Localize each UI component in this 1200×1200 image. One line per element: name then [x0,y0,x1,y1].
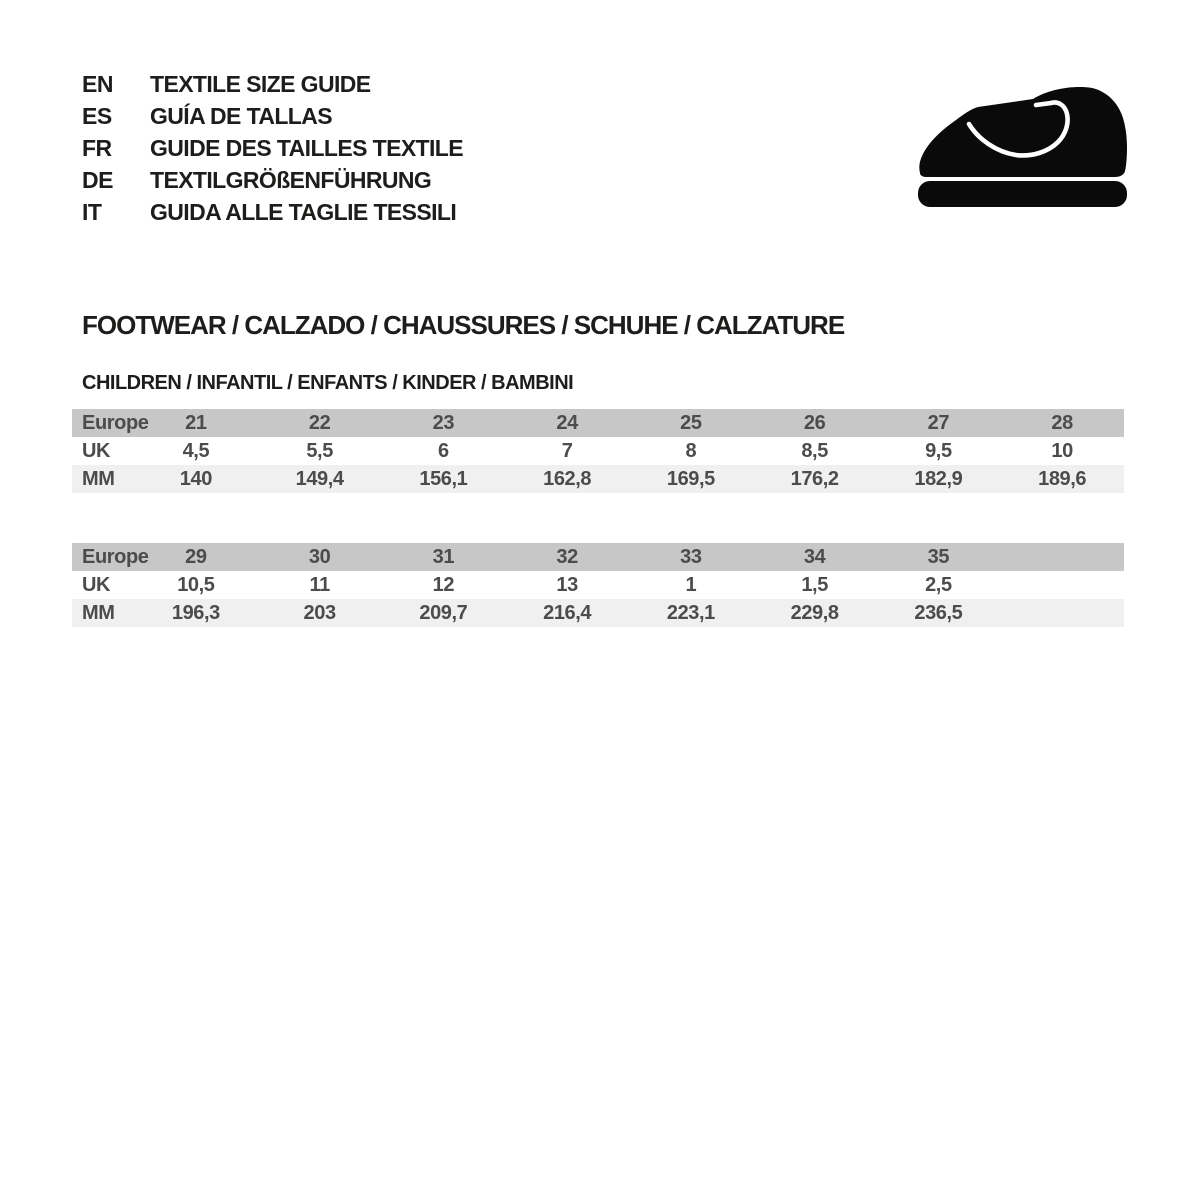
size-value-cell: 24 [556,411,578,434]
section-subtitle: CHILDREN / INFANTIL / ENFANTS / KINDER / BAMBINI [82,372,574,394]
size-row-uk [72,571,1124,599]
language-list [82,68,463,228]
size-value-cell: 21 [185,411,207,434]
language-row-it [82,196,463,228]
size-value-cell: 26 [803,411,826,434]
size-row-europe [72,543,1124,571]
language-title: GUIDA ALLE TAGLIE TESSILI [150,198,457,225]
children-size-table-2 [72,543,1124,627]
size-value-cell: 30 [308,545,331,568]
size-value-cell: 176,2 [790,467,839,490]
language-row-en [82,68,463,100]
size-value-cell: 189,6 [1038,467,1087,490]
size-value-cell: 203 [303,601,336,624]
children-size-table-1 [72,409,1124,493]
size-value-cell: 9,5 [925,439,952,462]
size-value-cell: 5,5 [306,439,333,462]
children-shoe-icon [914,78,1130,210]
size-value-cell: 23 [432,411,455,434]
size-value-cell: 10,5 [177,573,215,596]
size-value-cell: 7 [561,439,573,462]
size-value-cell: 34 [803,545,826,568]
language-title: GUÍA DE TALLAS [150,102,332,129]
size-value-cell: 27 [927,411,950,434]
language-code: EN [82,70,113,97]
row-label: Europe [82,545,149,568]
size-row-europe [72,409,1124,437]
size-value-cell: 182,9 [914,467,963,490]
size-value-cell: 13 [556,573,578,596]
size-value-cell: 1,5 [801,573,828,596]
language-title: TEXTILE SIZE GUIDE [150,70,371,97]
language-title: GUIDE DES TAILLES TEXTILE [150,134,463,161]
language-row-de [82,164,463,196]
size-row-mm [72,599,1124,627]
language-title: TEXTILGRÖßENFÜHRUNG [150,166,432,193]
size-value-cell: 196,3 [171,601,220,624]
language-code: IT [82,198,102,225]
size-value-cell: 140 [179,467,212,490]
size-value-cell: 31 [432,545,455,568]
language-row-es [82,100,463,132]
size-value-cell: 156,1 [419,467,468,490]
language-code: DE [82,166,113,193]
size-row-uk [72,437,1124,465]
row-label: MM [82,467,115,490]
size-value-cell: 32 [556,545,578,568]
size-value-cell: 223,1 [666,601,715,624]
size-value-cell: 236,5 [914,601,963,624]
size-value-cell: 216,4 [543,601,592,624]
size-value-cell: 35 [927,545,950,568]
size-row-mm [72,465,1124,493]
size-value-cell: 149,4 [295,467,344,490]
size-value-cell: 12 [432,573,455,596]
size-value-cell: 10 [1051,439,1073,462]
size-value-cell: 33 [680,545,702,568]
language-code: FR [82,134,112,161]
size-value-cell: 6 [438,439,449,462]
language-row-fr [82,132,463,164]
size-value-cell: 8,5 [801,439,828,462]
size-value-cell: 11 [309,573,330,596]
size-value-cell: 169,5 [666,467,715,490]
size-value-cell: 29 [185,545,207,568]
size-value-cell: 25 [680,411,702,434]
size-value-cell: 209,7 [419,601,468,624]
section-title: FOOTWEAR / CALZADO / CHAUSSURES / SCHUHE / CALZATURE [82,310,845,340]
row-label: UK [82,439,111,462]
row-label: Europe [82,411,149,434]
size-value-cell: 28 [1051,411,1073,434]
size-value-cell: 2,5 [925,573,952,596]
size-value-cell: 1 [685,573,697,596]
size-value-cell: 229,8 [790,601,839,624]
size-value-cell: 162,8 [543,467,592,490]
size-value-cell: 4,5 [182,439,210,462]
row-label: UK [82,573,111,596]
row-label: MM [82,601,115,624]
size-value-cell: 8 [685,439,697,462]
language-code: ES [82,102,112,129]
size-value-cell: 22 [308,411,331,434]
